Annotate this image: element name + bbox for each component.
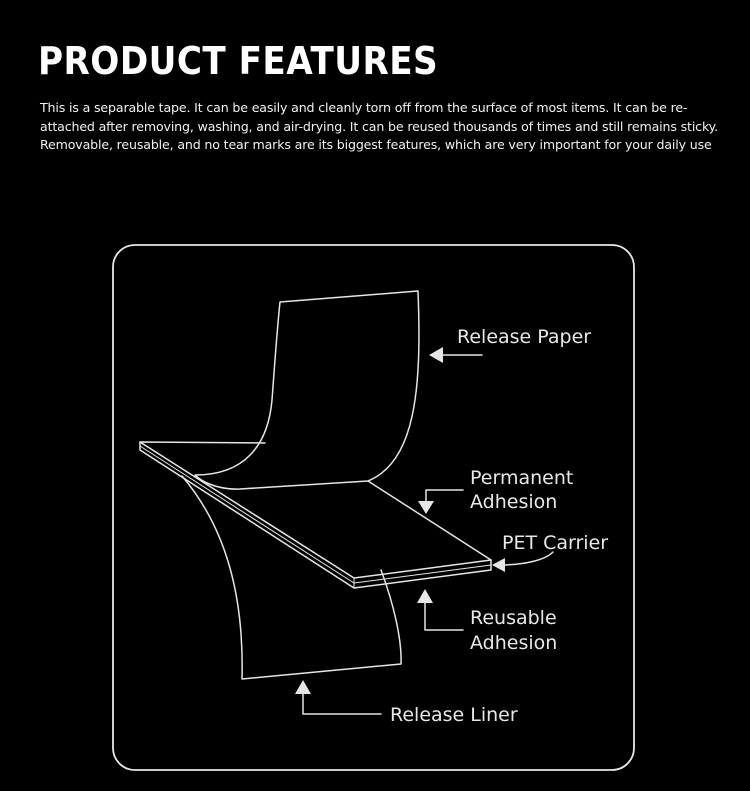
page-title: PRODUCT FEATURES	[38, 39, 439, 83]
product-description: This is a separable tape. It can be easily and cleanly torn off from the surface of most items. It can be re-attached after removing, washing, and air-drying. It can be reused thousands of times and still remains sticky. Removable, reusable, and no tear marks are its biggest features, which are very important for your daily use	[40, 100, 718, 152]
permanent-adhesion-pointer	[426, 490, 463, 502]
label-release-liner: Release Liner	[390, 704, 518, 726]
pet-carrier-top	[140, 442, 491, 578]
release-paper-sheet	[195, 291, 419, 489]
release-liner-sheet	[182, 476, 401, 679]
release-paper-arrowhead	[429, 347, 443, 363]
label-pet-carrier: PET Carrier	[502, 532, 609, 554]
label-reusable-adhesion-2: Adhesion	[470, 632, 558, 654]
label-release-paper: Release Paper	[457, 326, 592, 348]
pet-carrier-arrowhead	[492, 558, 505, 572]
label-permanent-adhesion-2: Adhesion	[470, 491, 558, 513]
permanent-adhesion-arrowhead	[418, 501, 434, 514]
release-liner-pointer	[303, 691, 381, 714]
release-liner-arrowhead	[295, 680, 311, 694]
pet-carrier-edge	[140, 442, 491, 588]
label-reusable-adhesion-1: Reusable	[470, 607, 557, 629]
reusable-adhesion-arrowhead	[417, 589, 433, 603]
label-permanent-adhesion-1: Permanent	[470, 467, 574, 489]
